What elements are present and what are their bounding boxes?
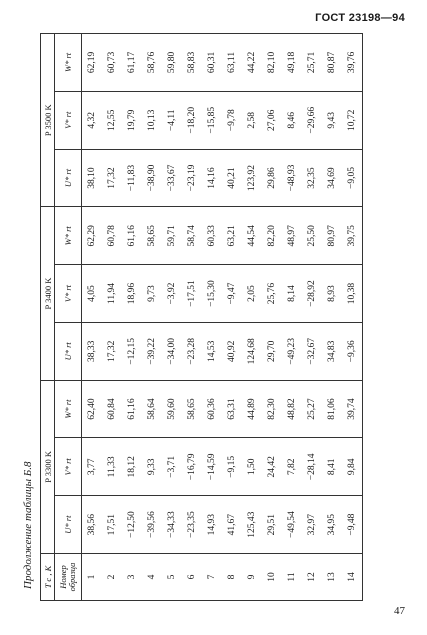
sample-number-cell: 13 — [322, 554, 342, 601]
value-cell: 63,21 — [222, 207, 242, 265]
value-cell: −38,90 — [142, 149, 162, 207]
table-row — [142, 34, 162, 601]
value-cell: 10,38 — [342, 265, 363, 323]
value-cell: −9,78 — [222, 91, 242, 149]
value-cell: 44,89 — [242, 380, 262, 438]
sample-number-cell: 9 — [242, 554, 262, 601]
value-cell: 12,55 — [102, 91, 122, 149]
table-row — [342, 34, 363, 601]
value-cell: 60,33 — [202, 207, 222, 265]
value-cell: −32,67 — [302, 322, 322, 380]
value-cell: 8,46 — [282, 91, 302, 149]
table-header-row — [41, 34, 55, 601]
value-cell: 9,73 — [142, 265, 162, 323]
value-cell: 11,33 — [102, 438, 122, 496]
sample-number-cell: 3 — [122, 554, 142, 601]
value-cell: 62,40 — [82, 380, 103, 438]
value-cell: 40,92 — [222, 322, 242, 380]
subheader-cell: U* rt — [55, 149, 82, 207]
value-cell: 39,76 — [342, 34, 363, 92]
value-cell: 2,05 — [242, 265, 262, 323]
rotated-content — [22, 33, 405, 601]
value-cell: 82,10 — [262, 34, 282, 92]
value-cell: 62,19 — [82, 34, 103, 92]
table-body — [82, 34, 363, 601]
table-row — [242, 34, 262, 601]
table-row — [302, 34, 322, 601]
value-cell: 3,77 — [82, 438, 103, 496]
value-cell: 44,54 — [242, 207, 262, 265]
value-cell: 59,71 — [162, 207, 182, 265]
value-cell: 9,84 — [342, 438, 363, 496]
table-row — [282, 34, 302, 601]
value-cell: 18,96 — [122, 265, 142, 323]
value-cell: −4,11 — [162, 91, 182, 149]
value-cell: −9,48 — [342, 496, 363, 554]
value-cell: 25,27 — [302, 380, 322, 438]
value-cell: 14,16 — [202, 149, 222, 207]
subheader-cell: W* rt — [55, 34, 82, 92]
value-cell: 1,50 — [242, 438, 262, 496]
value-cell: 25,76 — [262, 265, 282, 323]
value-cell: 59,60 — [162, 380, 182, 438]
value-cell: −14,59 — [202, 438, 222, 496]
value-cell: 7,82 — [282, 438, 302, 496]
table-row — [322, 34, 342, 601]
value-cell: 17,32 — [102, 322, 122, 380]
value-cell: 29,86 — [262, 149, 282, 207]
value-cell: 25,50 — [302, 207, 322, 265]
table-row — [122, 34, 142, 601]
sample-number-cell: 8 — [222, 554, 242, 601]
value-cell: 81,06 — [322, 380, 342, 438]
value-cell: 58,65 — [182, 380, 202, 438]
value-cell: 60,31 — [202, 34, 222, 92]
value-cell: 18,12 — [122, 438, 142, 496]
value-cell: 10,13 — [142, 91, 162, 149]
group-header-cell: P 3500 K — [41, 34, 55, 207]
value-cell: 44,22 — [242, 34, 262, 92]
value-cell: 58,76 — [142, 34, 162, 92]
value-cell: 9,33 — [142, 438, 162, 496]
sample-number-cell: 2 — [102, 554, 122, 601]
value-cell: 38,33 — [82, 322, 103, 380]
value-cell: 60,36 — [202, 380, 222, 438]
sample-number-cell: 5 — [162, 554, 182, 601]
value-cell: 4,32 — [82, 91, 103, 149]
table-subheader-row — [55, 34, 82, 601]
value-cell: −49,54 — [282, 496, 302, 554]
value-cell: 24,42 — [262, 438, 282, 496]
value-cell: 41,67 — [222, 496, 242, 554]
value-cell: 60,84 — [102, 380, 122, 438]
table-caption: Продолжение таблицы Б.8 — [22, 461, 34, 589]
value-cell: −49,23 — [282, 322, 302, 380]
value-cell: −33,67 — [162, 149, 182, 207]
page-number: 47 — [394, 605, 405, 617]
value-cell: 40,21 — [222, 149, 242, 207]
value-cell: −28,92 — [302, 265, 322, 323]
value-cell: 62,29 — [82, 207, 103, 265]
value-cell: 80,87 — [322, 34, 342, 92]
value-cell: −3,71 — [162, 438, 182, 496]
sample-number-header: Номер образца — [55, 554, 82, 601]
value-cell: 9,43 — [322, 91, 342, 149]
document-header: ГОСТ 23198—94 — [315, 12, 405, 24]
value-cell: 32,97 — [302, 496, 322, 554]
value-cell: 58,64 — [142, 380, 162, 438]
value-cell: 27,06 — [262, 91, 282, 149]
group-header-cell: P 3300 K — [41, 380, 55, 553]
sample-number-cell: 14 — [342, 554, 363, 601]
value-cell: −48,93 — [282, 149, 302, 207]
value-cell: 19,79 — [122, 91, 142, 149]
value-cell: −23,35 — [182, 496, 202, 554]
value-cell: −39,56 — [142, 496, 162, 554]
value-cell: 34,69 — [322, 149, 342, 207]
value-cell: 39,74 — [342, 380, 363, 438]
value-cell: 63,31 — [222, 380, 242, 438]
value-cell: −12,50 — [122, 496, 142, 554]
subheader-cell: V* rt — [55, 91, 82, 149]
value-cell: −9,47 — [222, 265, 242, 323]
value-cell: 29,70 — [262, 322, 282, 380]
data-table — [40, 33, 363, 601]
value-cell: 60,78 — [102, 207, 122, 265]
value-cell: 82,20 — [262, 207, 282, 265]
value-cell: 61,17 — [122, 34, 142, 92]
value-cell: −39,22 — [142, 322, 162, 380]
tc-header-cell: T c , K — [41, 554, 55, 601]
value-cell: 61,16 — [122, 380, 142, 438]
value-cell: 61,16 — [122, 207, 142, 265]
value-cell: 63,11 — [222, 34, 242, 92]
value-cell: 49,18 — [282, 34, 302, 92]
value-cell: 32,35 — [302, 149, 322, 207]
subheader-cell: W* rt — [55, 207, 82, 265]
subheader-cell: U* rt — [55, 322, 82, 380]
value-cell: −34,00 — [162, 322, 182, 380]
value-cell: 39,75 — [342, 207, 363, 265]
value-cell: 29,51 — [262, 496, 282, 554]
value-cell: 58,74 — [182, 207, 202, 265]
value-cell: −9,05 — [342, 149, 363, 207]
value-cell: −15,30 — [202, 265, 222, 323]
sample-number-cell: 12 — [302, 554, 322, 601]
value-cell: 14,93 — [202, 496, 222, 554]
value-cell: 60,73 — [102, 34, 122, 92]
table-row — [182, 34, 202, 601]
value-cell: 17,51 — [102, 496, 122, 554]
value-cell: 34,95 — [322, 496, 342, 554]
sample-number-cell: 6 — [182, 554, 202, 601]
value-cell: −34,33 — [162, 496, 182, 554]
value-cell: 11,94 — [102, 265, 122, 323]
value-cell: 34,83 — [322, 322, 342, 380]
value-cell: −17,51 — [182, 265, 202, 323]
value-cell: −9,36 — [342, 322, 363, 380]
value-cell: 123,92 — [242, 149, 262, 207]
value-cell: −11,83 — [122, 149, 142, 207]
value-cell: 59,80 — [162, 34, 182, 92]
value-cell: −3,92 — [162, 265, 182, 323]
value-cell: 2,58 — [242, 91, 262, 149]
value-cell: 17,32 — [102, 149, 122, 207]
table-row — [162, 34, 182, 601]
value-cell: 38,56 — [82, 496, 103, 554]
value-cell: 58,65 — [142, 207, 162, 265]
value-cell: 8,41 — [322, 438, 342, 496]
value-cell: 8,14 — [282, 265, 302, 323]
value-cell: 48,97 — [282, 207, 302, 265]
sample-number-cell: 11 — [282, 554, 302, 601]
table-row — [262, 34, 282, 601]
subheader-cell: U* rt — [55, 496, 82, 554]
sample-number-cell: 1 — [82, 554, 103, 601]
table-row — [102, 34, 122, 601]
value-cell: 48,82 — [282, 380, 302, 438]
value-cell: −23,19 — [182, 149, 202, 207]
sample-number-cell: 7 — [202, 554, 222, 601]
value-cell: 38,10 — [82, 149, 103, 207]
table-row — [222, 34, 242, 601]
rotated-table-area — [22, 33, 405, 601]
value-cell: −9,15 — [222, 438, 242, 496]
subheader-cell: W* rt — [55, 380, 82, 438]
table-row — [82, 34, 103, 601]
sample-number-cell: 10 — [262, 554, 282, 601]
subheader-cell: V* rt — [55, 438, 82, 496]
value-cell: −15,85 — [202, 91, 222, 149]
value-cell: 25,71 — [302, 34, 322, 92]
value-cell: 58,83 — [182, 34, 202, 92]
value-cell: −12,15 — [122, 322, 142, 380]
value-cell: 8,93 — [322, 265, 342, 323]
value-cell: 4,05 — [82, 265, 103, 323]
value-cell: −29,66 — [302, 91, 322, 149]
value-cell: 82,30 — [262, 380, 282, 438]
table-row — [202, 34, 222, 601]
value-cell: 124,68 — [242, 322, 262, 380]
value-cell: 80,97 — [322, 207, 342, 265]
value-cell: −28,14 — [302, 438, 322, 496]
group-header-cell: P 3400 K — [41, 207, 55, 380]
sample-number-cell: 4 — [142, 554, 162, 601]
value-cell: 125,43 — [242, 496, 262, 554]
value-cell: −18,20 — [182, 91, 202, 149]
value-cell: −16,79 — [182, 438, 202, 496]
value-cell: 10,72 — [342, 91, 363, 149]
value-cell: 14,53 — [202, 322, 222, 380]
value-cell: −23,28 — [182, 322, 202, 380]
subheader-cell: V* rt — [55, 265, 82, 323]
